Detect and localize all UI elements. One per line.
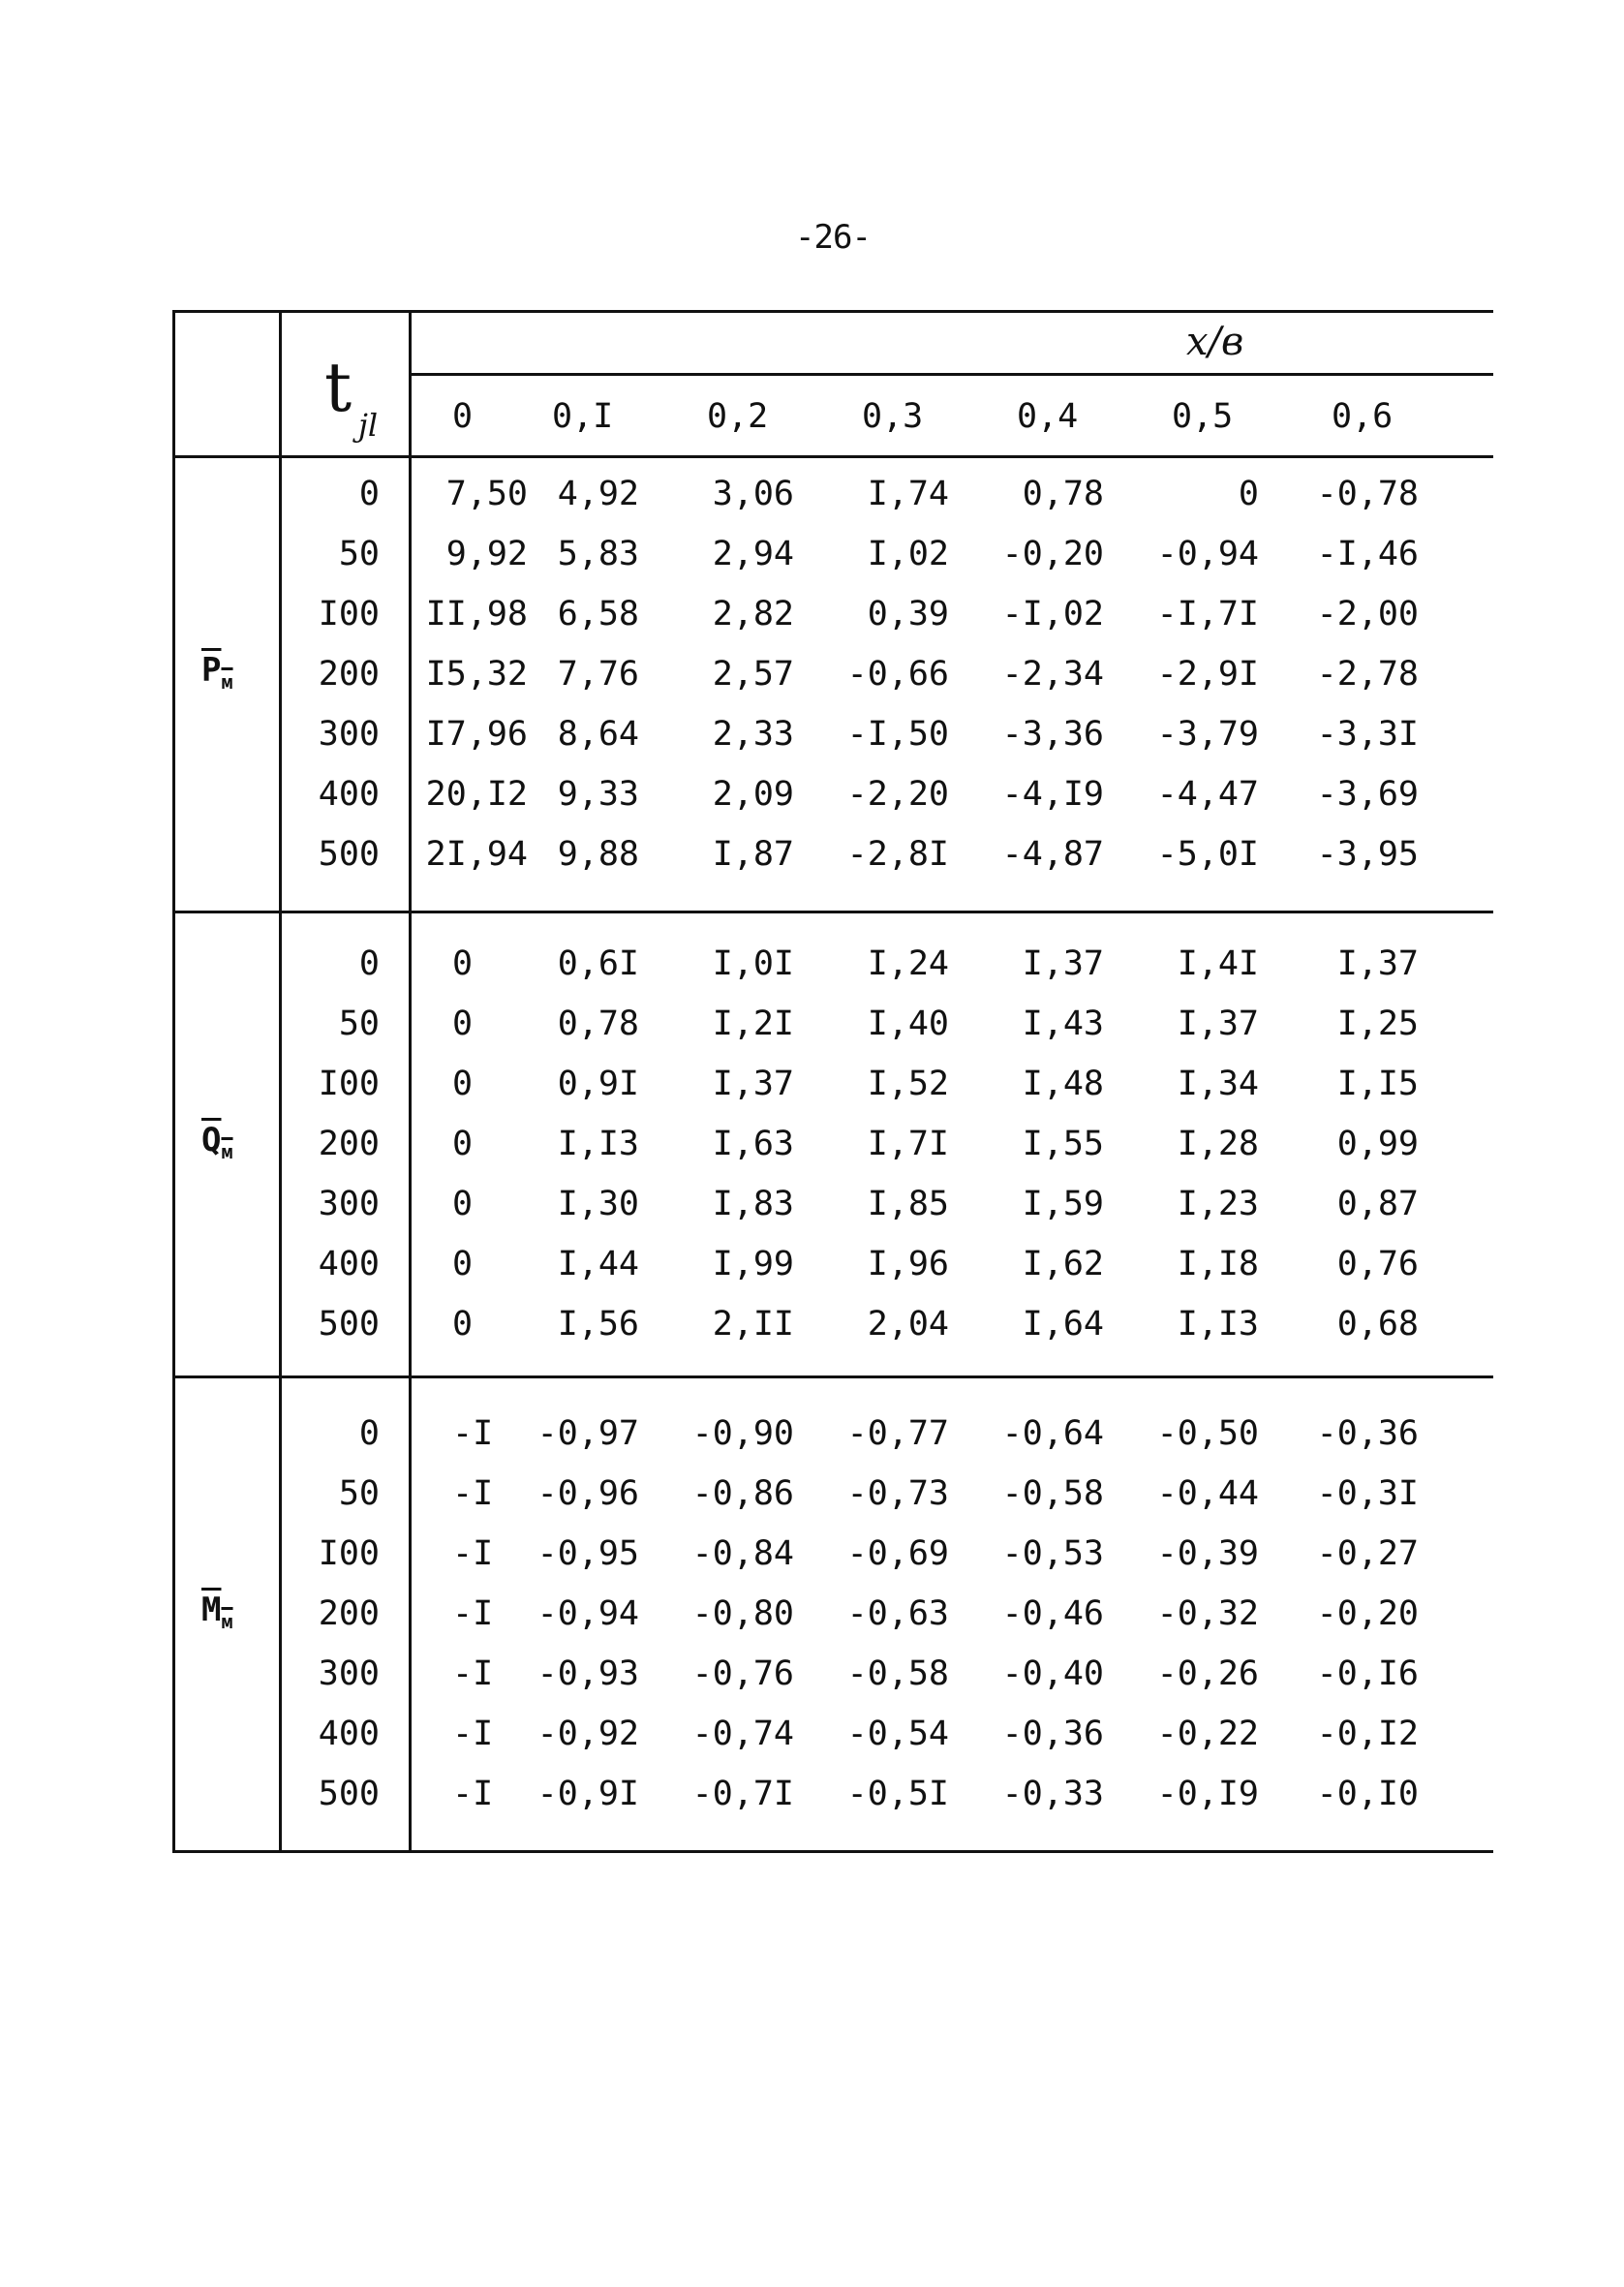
row-t-value: 50: [338, 1004, 380, 1043]
table-cell: I,55: [1022, 1125, 1104, 1163]
row-t-value: 400: [318, 1715, 380, 1753]
table-cell: I,44: [557, 1245, 639, 1283]
table-cell: 0: [452, 1245, 474, 1283]
group-label-subscript: м: [221, 669, 233, 694]
table-cell: -0,95: [536, 1534, 639, 1573]
table-cell: 0: [452, 1125, 474, 1163]
table-cell: -0,77: [846, 1414, 949, 1453]
group-label-symbol: M: [201, 1591, 222, 1629]
table-cell: 0,78: [557, 1004, 639, 1043]
group-label-column-divider: [279, 310, 282, 1853]
table-cell: I,83: [712, 1185, 794, 1223]
table-cell: I,34: [1177, 1065, 1259, 1103]
table-cell: I,56: [557, 1305, 639, 1344]
table-cell: -0,86: [691, 1474, 794, 1513]
table-cell: 2,57: [712, 655, 794, 694]
table-cell: I,2I: [712, 1004, 794, 1043]
table-cell: I7,96: [425, 715, 528, 754]
table-cell: -0,36: [1001, 1715, 1104, 1753]
table-cell: -5,0I: [1156, 835, 1259, 874]
table-cell: -0,3I: [1316, 1474, 1419, 1513]
row-t-value: 400: [318, 775, 380, 814]
table-cell: -0,84: [691, 1534, 794, 1573]
table-left-border-lower: [172, 884, 175, 1853]
t-subscript: jl: [358, 407, 379, 444]
table-cell: -0,96: [536, 1474, 639, 1513]
row-t-value: I00: [318, 595, 380, 634]
row-t-value: 500: [318, 1305, 380, 1344]
table-cell: 0: [1238, 475, 1259, 513]
table-cell: 0,9I: [557, 1065, 639, 1103]
row-t-value: 0: [358, 944, 380, 983]
table-cell: 3,06: [712, 475, 794, 513]
table-cell: 2,33: [712, 715, 794, 754]
table-cell: -0,I0: [1316, 1775, 1419, 1813]
table-cell: 0,68: [1336, 1305, 1419, 1344]
column-header: 0,6: [1332, 397, 1394, 436]
table-cell: -I: [452, 1715, 494, 1753]
row-t-value: 500: [318, 1775, 380, 1813]
table-cell: -0,40: [1001, 1654, 1104, 1693]
table-cell: 0,39: [867, 595, 949, 634]
table-cell: -I: [452, 1775, 494, 1813]
table-cell: -0,I6: [1316, 1654, 1419, 1693]
table-cell: 4,92: [557, 475, 639, 513]
table-cell: -0,7I: [691, 1775, 794, 1813]
table-cell: I,37: [1177, 1004, 1259, 1043]
row-t-value: 300: [318, 1654, 380, 1693]
table-cell: I,48: [1022, 1065, 1104, 1103]
table-cell: -I,50: [846, 715, 949, 754]
column-header: 0,3: [862, 397, 924, 436]
table-bottom-border: [172, 1850, 1493, 1853]
table-cell: I5,32: [425, 655, 528, 694]
table-cell: 9,88: [557, 835, 639, 874]
table-cell: 2,82: [712, 595, 794, 634]
table-cell: I,I3: [1177, 1305, 1259, 1344]
row-t-value: 500: [318, 835, 380, 874]
table-cell: I,7I: [867, 1125, 949, 1163]
table-cell: I,62: [1022, 1245, 1104, 1283]
table-cell: -0,78: [1316, 475, 1419, 513]
table-cell: -3,69: [1316, 775, 1419, 814]
table-cell: 0,87: [1336, 1185, 1419, 1223]
table-cell: 7,76: [557, 655, 639, 694]
table-cell: -0,97: [536, 1414, 639, 1453]
table-cell: -3,79: [1156, 715, 1259, 754]
table-cell: -I: [452, 1474, 494, 1513]
table-cell: I,59: [1022, 1185, 1104, 1223]
row-t-value: 200: [318, 655, 380, 694]
row-t-value: I00: [318, 1534, 380, 1573]
table-cell: 7,50: [445, 475, 528, 513]
table-cell: I,85: [867, 1185, 949, 1223]
table-cell: 0,78: [1022, 475, 1104, 513]
table-cell: -0,73: [846, 1474, 949, 1513]
page-number: -26-: [795, 218, 871, 257]
table-cell: -0,5I: [846, 1775, 949, 1813]
table-cell: -I,46: [1316, 535, 1419, 573]
table-cell: -0,32: [1156, 1594, 1259, 1633]
table-cell: 0: [452, 1305, 474, 1344]
table-top-border: [172, 310, 1493, 313]
group-label-symbol: P: [201, 651, 222, 690]
column-header: 0: [452, 397, 474, 436]
row-t-value: 50: [338, 1474, 380, 1513]
table-cell: -I: [452, 1534, 494, 1573]
table-cell: 0: [452, 1004, 474, 1043]
group-divider-2: [172, 1375, 1493, 1378]
group-label: [201, 651, 233, 694]
table-cell: -0,58: [1001, 1474, 1104, 1513]
table-cell: -0,66: [846, 655, 949, 694]
table-cell: I,87: [712, 835, 794, 874]
table-cell: I,4I: [1177, 944, 1259, 983]
column-header: 0,5: [1172, 397, 1234, 436]
table-cell: -0,20: [1001, 535, 1104, 573]
column-header: 0,2: [707, 397, 769, 436]
table-cell: 2,04: [867, 1305, 949, 1344]
group-label: [201, 1121, 233, 1163]
table-cell: 0: [452, 944, 474, 983]
table-cell: I,37: [1022, 944, 1104, 983]
table-cell: 2,94: [712, 535, 794, 573]
table-cell: -2,8I: [846, 835, 949, 874]
table-cell: -I: [452, 1414, 494, 1453]
table-cell: I,23: [1177, 1185, 1259, 1223]
row-t-value: 300: [318, 1185, 380, 1223]
table-cell: II,98: [425, 595, 528, 634]
table-cell: -0,50: [1156, 1414, 1259, 1453]
table-cell: I,74: [867, 475, 949, 513]
x-over-b-label: x/в: [1186, 320, 1244, 364]
row-t-value: I00: [318, 1065, 380, 1103]
table-cell: -3,95: [1316, 835, 1419, 874]
table-cell: -I: [452, 1654, 494, 1693]
table-cell: I,I5: [1336, 1065, 1419, 1103]
group-label-subscript: м: [221, 1139, 233, 1163]
group-label: [201, 1591, 233, 1633]
table-cell: I,96: [867, 1245, 949, 1283]
table-cell: -I: [452, 1594, 494, 1633]
table-cell: -0,69: [846, 1534, 949, 1573]
table-cell: 20,I2: [425, 775, 528, 814]
table-cell: -0,93: [536, 1654, 639, 1693]
table-cell: I,43: [1022, 1004, 1104, 1043]
table-cell: -0,20: [1316, 1594, 1419, 1633]
group-divider-1: [172, 911, 1493, 913]
table-cell: I,28: [1177, 1125, 1259, 1163]
table-cell: 2,II: [712, 1305, 794, 1344]
table-cell: -4,I9: [1001, 775, 1104, 814]
table-cell: -0,64: [1001, 1414, 1104, 1453]
table-cell: -0,90: [691, 1414, 794, 1453]
column-header: 0,I: [552, 397, 614, 436]
group-label-symbol: Q: [201, 1121, 222, 1159]
table-cell: I,37: [1336, 944, 1419, 983]
table-cell: I,I3: [557, 1125, 639, 1163]
table-cell: I,99: [712, 1245, 794, 1283]
table-cell: I,02: [867, 535, 949, 573]
row-t-value: 200: [318, 1125, 380, 1163]
table-cell: I,52: [867, 1065, 949, 1103]
column-header: 0,4: [1017, 397, 1079, 436]
table-cell: -2,00: [1316, 595, 1419, 634]
table-cell: 0: [452, 1065, 474, 1103]
table-cell: -2,9I: [1156, 655, 1259, 694]
table-cell: 0,6I: [557, 944, 639, 983]
table-cell: I,64: [1022, 1305, 1104, 1344]
table-cell: I,63: [712, 1125, 794, 1163]
table-cell: -2,78: [1316, 655, 1419, 694]
table-cell: -0,80: [691, 1594, 794, 1633]
table-cell: -2,20: [846, 775, 949, 814]
table-cell: -I,7I: [1156, 595, 1259, 634]
table-cell: I,I8: [1177, 1245, 1259, 1283]
table-cell: 0: [452, 1185, 474, 1223]
table-cell: -0,36: [1316, 1414, 1419, 1453]
table-cell: -0,27: [1316, 1534, 1419, 1573]
table-cell: 0,76: [1336, 1245, 1419, 1283]
table-cell: -3,36: [1001, 715, 1104, 754]
table-cell: -3,3I: [1316, 715, 1419, 754]
table-cell: 0,99: [1336, 1125, 1419, 1163]
table-cell: -0,44: [1156, 1474, 1259, 1513]
table-cell: -0,92: [536, 1715, 639, 1753]
table-cell: -0,54: [846, 1715, 949, 1753]
xb-underline: [409, 373, 1493, 376]
table-left-border: [172, 310, 175, 884]
row-t-value: 200: [318, 1594, 380, 1633]
table-cell: -4,87: [1001, 835, 1104, 874]
row-t-value: 0: [358, 475, 380, 513]
table-cell: -0,74: [691, 1715, 794, 1753]
table-cell: -0,53: [1001, 1534, 1104, 1573]
table-cell: -0,63: [846, 1594, 949, 1633]
table-cell: -0,46: [1001, 1594, 1104, 1633]
table-cell: 9,33: [557, 775, 639, 814]
row-t-value: 300: [318, 715, 380, 754]
table-cell: -0,76: [691, 1654, 794, 1693]
table-cell: -0,94: [1156, 535, 1259, 573]
table-cell: -0,I9: [1156, 1775, 1259, 1813]
table-cell: 2I,94: [425, 835, 528, 874]
table-cell: -0,9I: [536, 1775, 639, 1813]
header-bottom-border: [172, 455, 1493, 458]
table-cell: 5,83: [557, 535, 639, 573]
row-t-value: 400: [318, 1245, 380, 1283]
table-cell: 8,64: [557, 715, 639, 754]
table-cell: I,30: [557, 1185, 639, 1223]
table-cell: 9,92: [445, 535, 528, 573]
table-cell: 2,09: [712, 775, 794, 814]
table-cell: -0,26: [1156, 1654, 1259, 1693]
row-t-value: 0: [358, 1414, 380, 1453]
table-cell: -0,33: [1001, 1775, 1104, 1813]
table-cell: -2,34: [1001, 655, 1104, 694]
table-cell: -0,94: [536, 1594, 639, 1633]
table-cell: -0,I2: [1316, 1715, 1419, 1753]
table-cell: -I,02: [1001, 595, 1104, 634]
table-cell: I,0I: [712, 944, 794, 983]
table-cell: -4,47: [1156, 775, 1259, 814]
table-cell: 6,58: [557, 595, 639, 634]
table-cell: -0,58: [846, 1654, 949, 1693]
table-cell: -0,39: [1156, 1534, 1259, 1573]
table-cell: I,37: [712, 1065, 794, 1103]
table-cell: I,24: [867, 944, 949, 983]
row-t-value: 50: [338, 535, 380, 573]
t-symbol: t: [324, 348, 352, 427]
table-cell: -0,22: [1156, 1715, 1259, 1753]
table-cell: I,25: [1336, 1004, 1419, 1043]
group-label-subscript: м: [221, 1609, 233, 1633]
table-cell: I,40: [867, 1004, 949, 1043]
